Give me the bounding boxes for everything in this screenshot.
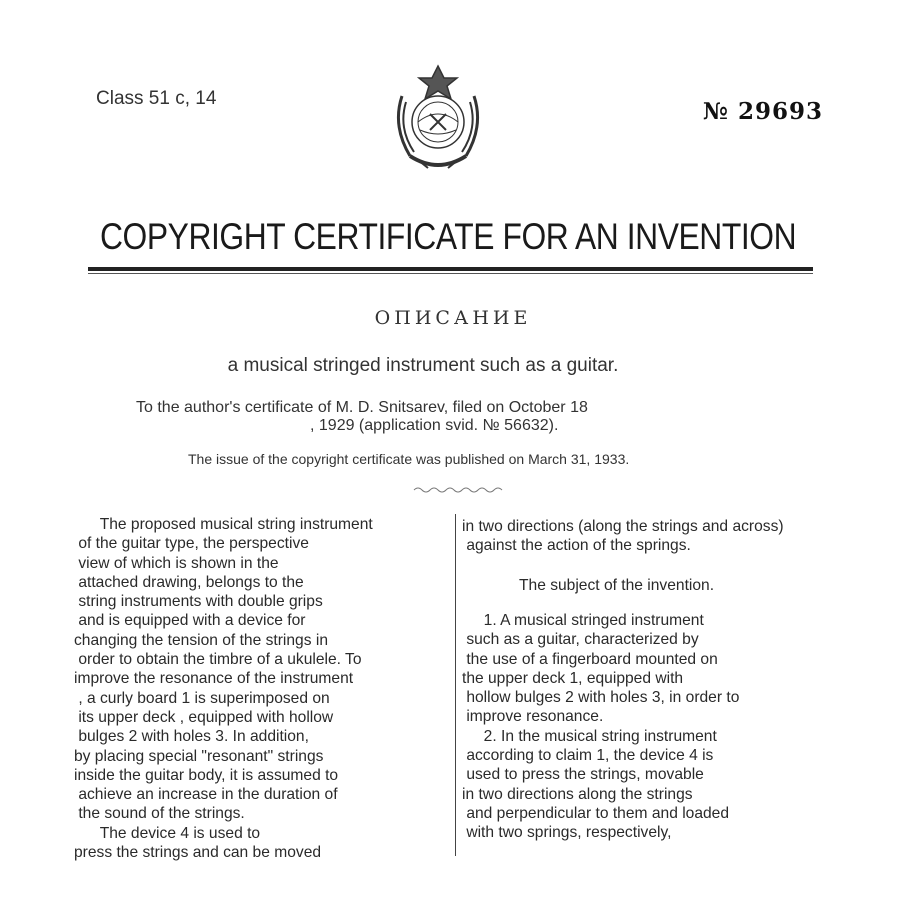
text-line: changing the tension of the strings in xyxy=(74,631,328,649)
author-line-2: , 1929 (application svid. № 56632). xyxy=(310,417,559,434)
page-title: COPYRIGHT CERTIFICATE FOR AN INVENTION xyxy=(100,216,797,257)
right-column-top xyxy=(462,517,784,556)
text-line: inside the guitar body, it is assumed to xyxy=(74,766,339,784)
subject-heading: The subject of the invention. xyxy=(519,577,715,594)
text-line: with two springs, respectively, xyxy=(462,824,672,842)
text-line: hollow bulges 2 with holes 3, in order to xyxy=(462,689,740,707)
decorative-divider xyxy=(412,484,504,496)
text-line: in two directions along the strings xyxy=(462,785,693,803)
text-line: of the guitar type, the perspective xyxy=(74,535,309,553)
text-line: attached drawing, belongs to the xyxy=(74,573,304,591)
text-line: string instruments with double grips xyxy=(74,593,323,611)
text-line: such as a guitar, characterized by xyxy=(462,631,699,649)
text-line: bulges 2 with holes 3. In addition, xyxy=(74,728,309,746)
column-divider xyxy=(455,514,456,856)
text-line: improve resonance. xyxy=(462,708,604,726)
text-line: achieve an increase in the duration of xyxy=(74,786,338,804)
text-line: improve the resonance of the instrument xyxy=(74,670,354,688)
text-line: order to obtain the timbre of a ukulele. To xyxy=(74,651,362,669)
text-line: by placing special "resonant" strings xyxy=(74,747,324,765)
text-line: the sound of the strings. xyxy=(74,805,245,823)
text-line: the upper deck 1, equipped with xyxy=(462,669,684,687)
author-line-1: To the author's certificate of M. D. Snitsarev, filed on October 18 xyxy=(136,399,588,416)
issue-line: The issue of the copyright certificate was published on March 31, 1933. xyxy=(188,451,630,467)
text-line: 1. A musical stringed instrument xyxy=(462,612,704,629)
left-column xyxy=(74,515,373,862)
title-rule xyxy=(88,267,813,271)
certificate-number: № 29693 xyxy=(703,98,824,125)
text-line: in two directions (along the strings and across) xyxy=(462,518,784,535)
text-line: and perpendicular to them and loaded xyxy=(462,804,730,822)
text-line: view of which is shown in the xyxy=(74,554,279,572)
text-line: The device 4 is used to xyxy=(74,824,261,842)
text-line: its upper deck , equipped with hollow xyxy=(74,708,334,726)
text-line: according to claim 1, the device 4 is xyxy=(462,747,714,765)
text-line: used to press the strings, movable xyxy=(462,766,704,784)
description-heading: ОПИСАНИЕ xyxy=(374,307,532,329)
state-emblem-icon xyxy=(388,56,488,180)
text-line: , a curly board 1 is superimposed on xyxy=(74,689,330,707)
text-line: the use of a fingerboard mounted on xyxy=(462,650,718,668)
text-line: The proposed musical string instrument xyxy=(74,516,373,533)
text-line: press the strings and can be moved xyxy=(74,844,322,862)
right-column-claims xyxy=(462,611,739,843)
text-line: and is equipped with a device for xyxy=(74,612,306,630)
text-line: 2. In the musical string instrument xyxy=(462,727,717,745)
invention-subtitle: a musical stringed instrument such as a guitar. xyxy=(227,355,619,376)
title-rule-thin xyxy=(88,273,813,274)
text-line: against the action of the springs. xyxy=(462,537,691,555)
class-label: Class 51 с, 14 xyxy=(96,88,217,109)
